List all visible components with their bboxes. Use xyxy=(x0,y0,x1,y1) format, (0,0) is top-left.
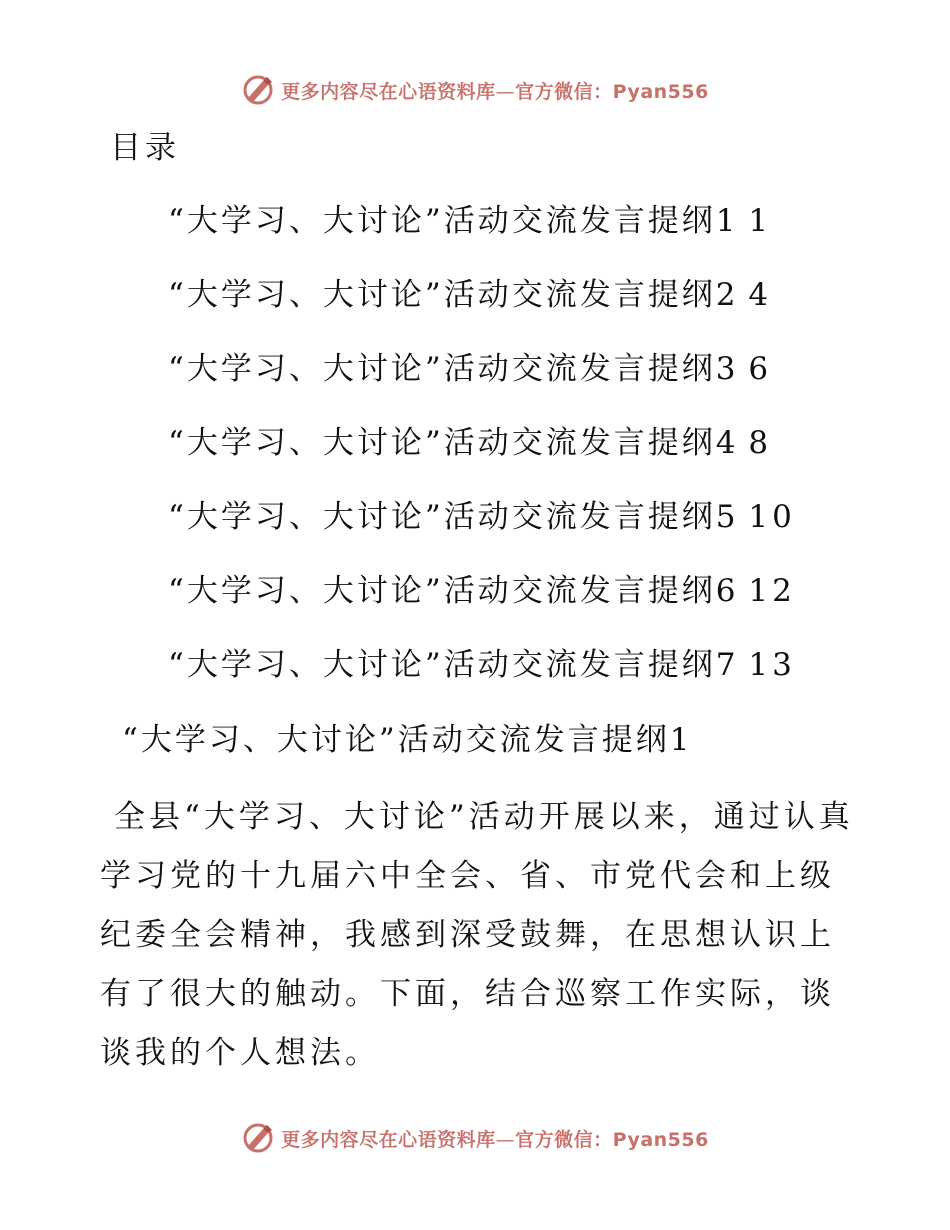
footer-watermark xyxy=(0,1118,950,1158)
toc-item-label: “大学习、大讨论”活动交流发言提纲4 xyxy=(168,425,739,461)
toc-item[interactable] xyxy=(168,640,796,714)
toc-item[interactable] xyxy=(168,270,796,344)
toc-item-page: 4 xyxy=(748,277,773,313)
toc-item-label: “大学习、大讨论”活动交流发言提纲7 xyxy=(168,647,739,683)
toc-item-page: 8 xyxy=(748,425,773,461)
section-heading: “大学习、大讨论”活动交流发言提纲1 xyxy=(122,722,693,758)
pen-logo-icon xyxy=(241,1121,275,1155)
body-paragraph: 全县“大学习、大讨论”活动开展以来，通过认真学习党的十九届六中全会、省、市党代会和上级纪委全会精神，我感到深受鼓舞，在思想认识上有了很大的触动。下面，结合巡察工作实际，谈谈我的个人想法。 xyxy=(100,799,854,1071)
watermark-text: 更多内容尽在心语资料库—官方微信：Pyan556 xyxy=(281,1128,709,1151)
toc-item-page: 1 xyxy=(748,203,773,239)
toc-item[interactable] xyxy=(168,492,796,566)
toc-item[interactable] xyxy=(168,344,796,418)
watermark-text: 更多内容尽在心语资料库—官方微信：Pyan556 xyxy=(281,80,709,103)
toc-item-label: “大学习、大讨论”活动交流发言提纲2 xyxy=(168,277,739,313)
toc-item-page: 13 xyxy=(748,647,796,683)
toc-item[interactable] xyxy=(168,566,796,640)
toc-item-label: “大学习、大讨论”活动交流发言提纲1 xyxy=(168,203,739,239)
toc-item-label: “大学习、大讨论”活动交流发言提纲6 xyxy=(168,573,739,609)
toc-item-page: 12 xyxy=(748,573,796,609)
toc-item-label: “大学习、大讨论”活动交流发言提纲3 xyxy=(168,351,739,387)
toc-item-label: “大学习、大讨论”活动交流发言提纲5 xyxy=(168,499,739,535)
toc-list xyxy=(168,196,796,714)
toc-item-page: 6 xyxy=(748,351,773,387)
toc-title: 目录 xyxy=(110,130,180,166)
toc-item-page: 10 xyxy=(748,499,796,535)
header-watermark xyxy=(0,70,950,110)
toc-item[interactable] xyxy=(168,196,796,270)
toc-item[interactable] xyxy=(168,418,796,492)
pen-logo-icon xyxy=(241,73,275,107)
